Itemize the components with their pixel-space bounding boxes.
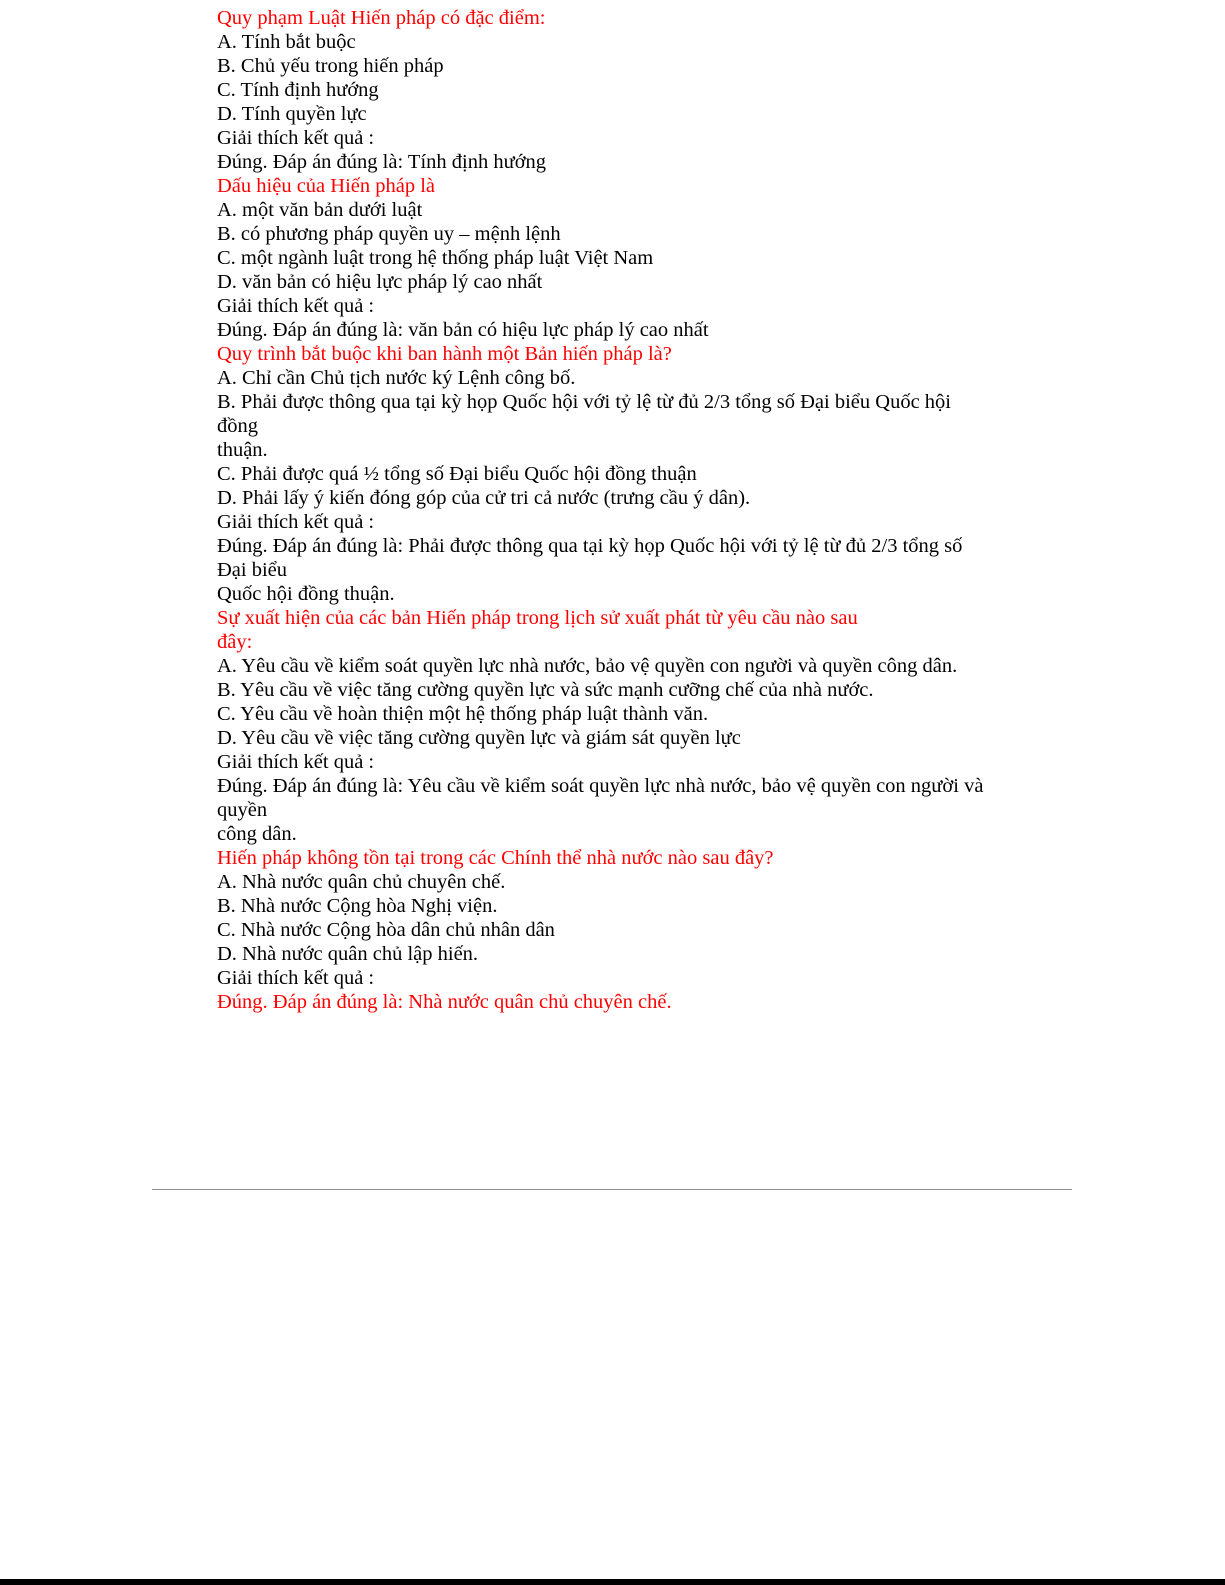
answer-option: C. Yêu cầu về hoàn thiện một hệ thống pháp luật thành văn. [217,703,709,725]
answer-option: B. có phương pháp quyền uy – mệnh lệnh [217,223,561,245]
question-text: Quy phạm Luật Hiến pháp có đặc điểm: [217,7,546,29]
answer-option: B. Chủ yếu trong hiến pháp [217,55,444,77]
answer-option: D. Yêu cầu về việc tăng cường quyền lực và giám sát quyền lực [217,727,741,749]
explanation-label: Giải thích kết quả : [217,751,375,773]
correct-answer: Đúng. Đáp án đúng là: Tính định hướng [217,151,547,173]
question-text: Sự xuất hiện của các bản Hiến pháp trong lịch sử xuất phát từ yêu cầu nào sau [217,607,858,629]
answer-option: C. Nhà nước Cộng hòa dân chủ nhân dân [217,919,555,941]
answer-option: D. Tính quyền lực [217,103,367,125]
explanation-label: Giải thích kết quả : [217,127,375,149]
answer-option: D. Nhà nước quân chủ lập hiến. [217,943,479,965]
answer-option: D. văn bản có hiệu lực pháp lý cao nhất [217,271,543,293]
answer-option: B. Nhà nước Cộng hòa Nghị viện. [217,895,498,917]
question-text: Hiến pháp không tồn tại trong các Chính thể nhà nước nào sau đây? [217,847,774,869]
question-text: đây: [217,631,253,653]
correct-answer: quyền [217,799,268,821]
correct-answer: Đúng. Đáp án đúng là: Yêu cầu về kiểm soát quyền lực nhà nước, bảo vệ quyền con người và [217,775,984,797]
question-text: Quy trình bắt buộc khi ban hành một Bản hiến pháp là? [217,343,672,365]
correct-answer: Đúng. Đáp án đúng là: Phải được thông qua tại kỳ họp Quốc hội với tỷ lệ từ đủ 2/3 tổng số [217,535,963,557]
correct-answer: công dân. [217,823,297,845]
explanation-label: Giải thích kết quả : [217,295,375,317]
answer-option: A. Tính bắt buộc [217,31,356,53]
answer-option: B. Phải được thông qua tại kỳ họp Quốc hội với tỷ lệ từ đủ 2/3 tổng số Đại biểu Quốc hội [217,391,951,413]
answer-option: C. Phải được quá ½ tổng số Đại biểu Quốc hội đồng thuận [217,463,697,485]
answer-option: đồng [217,415,258,437]
answer-option: A. Yêu cầu về kiểm soát quyền lực nhà nước, bảo vệ quyền con người và quyền công dân. [217,655,958,677]
answer-option: thuận. [217,439,268,461]
correct-answer: Đúng. Đáp án đúng là: Nhà nước quân chủ chuyên chế. [217,991,672,1013]
answer-option: C. một ngành luật trong hệ thống pháp luật Việt Nam [217,247,654,269]
answer-option: C. Tính định hướng [217,79,379,101]
explanation-label: Giải thích kết quả : [217,967,375,989]
page-divider [152,1189,1072,1190]
answer-option: A. Nhà nước quân chủ chuyên chế. [217,871,506,893]
explanation-label: Giải thích kết quả : [217,511,375,533]
correct-answer: Quốc hội đồng thuận. [217,583,395,605]
answer-option: A. Chỉ cần Chủ tịch nước ký Lệnh công bố. [217,367,576,389]
question-text: Dấu hiệu của Hiến pháp là [217,175,436,197]
correct-answer: Đúng. Đáp án đúng là: văn bản có hiệu lực pháp lý cao nhất [217,319,709,341]
quiz-content [217,6,1017,1014]
answer-option: B. Yêu cầu về việc tăng cường quyền lực và sức mạnh cưỡng chế của nhà nước. [217,679,874,701]
bottom-bar [0,1579,1225,1585]
answer-option: A. một văn bản dưới luật [217,199,423,221]
correct-answer: Đại biểu [217,559,288,581]
answer-option: D. Phải lấy ý kiến đóng góp của cử tri cả nước (trưng cầu ý dân). [217,487,751,509]
